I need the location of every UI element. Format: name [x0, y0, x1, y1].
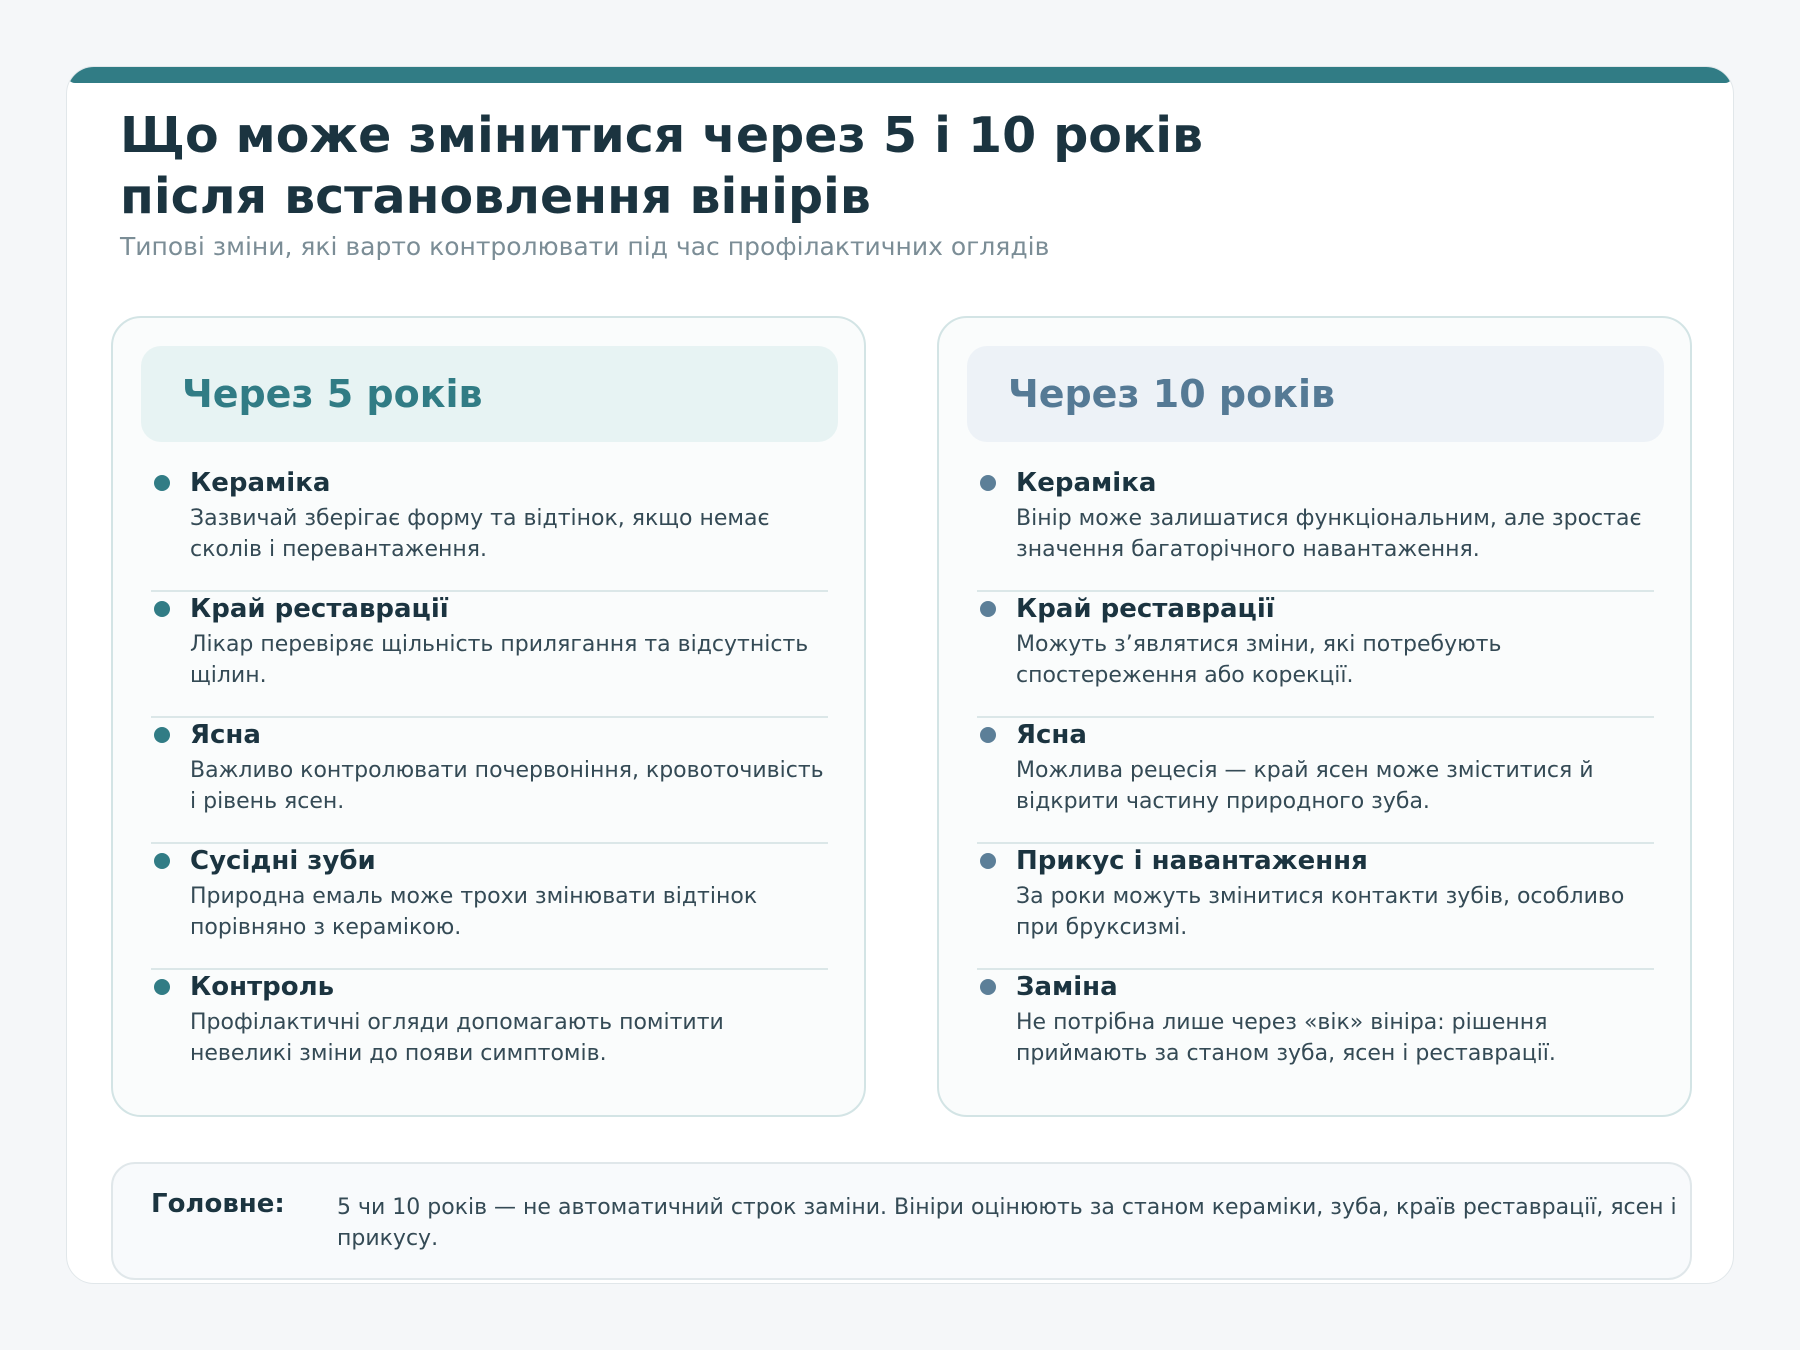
item-text: Вінір може залишатися функціональним, але зростає значення багаторічного навантаження. [1016, 506, 1642, 562]
page-title [120, 105, 1420, 227]
bullet-dot-icon [980, 727, 996, 743]
summary-box [111, 1162, 1692, 1280]
list-item [151, 718, 828, 844]
item-text: Профілактичні огляди допомагають помітити невеликі зміни до появи симптомів. [190, 1010, 724, 1066]
list-item [977, 592, 1654, 718]
item-text: Важливо контролювати почервоніння, кровоточивість і рівень ясен. [190, 758, 824, 814]
item-title: Ясна [190, 720, 261, 750]
page-subtitle: Типові зміни, які варто контролювати під час профілактичних оглядів [120, 232, 1050, 261]
list-item [151, 970, 828, 1096]
list-item [977, 970, 1654, 1096]
list-item [151, 592, 828, 718]
bullet-dot-icon [154, 475, 170, 491]
item-title: Ясна [1016, 720, 1087, 750]
list-item [151, 466, 828, 592]
item-text: Можуть з’являтися зміни, які потребують спостереження або корекції. [1016, 632, 1502, 688]
item-title: Контроль [190, 972, 335, 1002]
item-title: Сусідні зуби [190, 846, 376, 876]
item-title: Прикус і навантаження [1016, 846, 1368, 876]
item-title: Кераміка [190, 468, 331, 498]
item-text: Зазвичай зберігає форму та відтінок, якщо немає сколів і перевантаження. [190, 506, 770, 562]
bullet-dot-icon [980, 601, 996, 617]
item-text: Не потрібна лише через «вік» вініра: рішення приймають за станом зуба, ясен і реставрації. [1016, 1010, 1556, 1066]
list-item [977, 844, 1654, 970]
item-title: Край реставрації [1016, 594, 1275, 624]
summary-label: Головне: [151, 1189, 285, 1219]
item-text: Лікар перевіряє щільність прилягання та відсутність щілин. [190, 632, 809, 688]
item-title: Заміна [1016, 972, 1118, 1002]
bullet-dot-icon [154, 727, 170, 743]
item-title: Кераміка [1016, 468, 1157, 498]
panel-heading-5-years: Через 5 років [141, 346, 838, 442]
title-line-1: Що може змінитися через 5 і 10 років [120, 107, 1204, 164]
bullet-dot-icon [980, 979, 996, 995]
list-10-years [977, 466, 1654, 1096]
bullet-dot-icon [154, 601, 170, 617]
list-5-years [151, 466, 828, 1096]
item-text: Можлива рецесія — край ясен може зміститися й відкрити частину природного зуба. [1016, 758, 1594, 814]
bullet-dot-icon [980, 475, 996, 491]
panel-5-years [111, 316, 866, 1117]
bullet-dot-icon [980, 853, 996, 869]
bullet-dot-icon [154, 853, 170, 869]
item-text: За роки можуть змінитися контакти зубів, особливо при бруксизмі. [1016, 884, 1625, 940]
list-item [151, 844, 828, 970]
accent-bar [67, 67, 1733, 83]
item-title: Край реставрації [190, 594, 449, 624]
bullet-dot-icon [154, 979, 170, 995]
panel-10-years [937, 316, 1692, 1117]
list-item [977, 466, 1654, 592]
panel-heading-10-years: Через 10 років [967, 346, 1664, 442]
summary-text: 5 чи 10 років — не автоматичний строк заміни. Вініри оцінюють за станом кераміки, зуба, країв реставрації, ясен і прикусу. [337, 1195, 1677, 1251]
infographic-card [66, 66, 1734, 1284]
list-item [977, 718, 1654, 844]
title-line-2: після встановлення вінірів [120, 168, 871, 225]
item-text: Природна емаль може трохи змінювати відтінок порівняно з керамікою. [190, 884, 758, 940]
